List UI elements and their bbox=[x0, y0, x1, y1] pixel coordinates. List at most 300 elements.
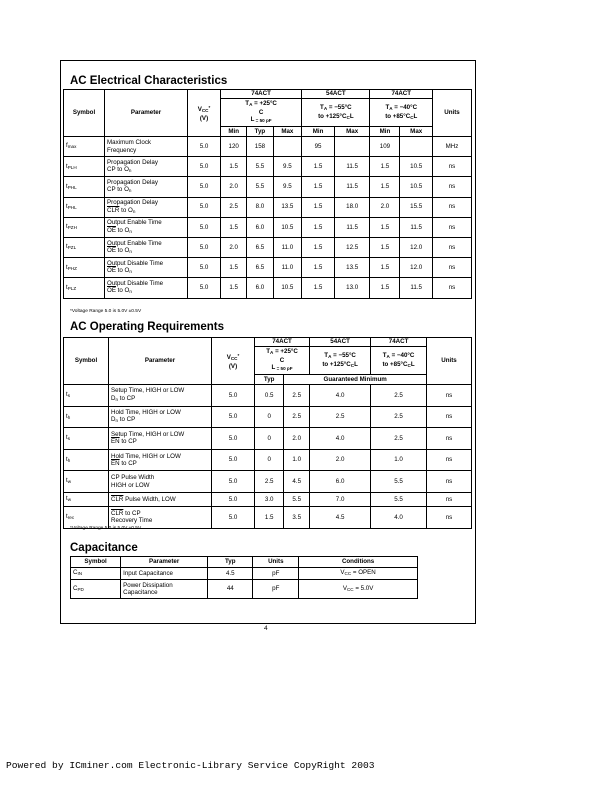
parameter-cell bbox=[109, 428, 212, 450]
cond-c: to +125°C bbox=[318, 112, 347, 120]
b-min-cell: 1.5 bbox=[302, 237, 335, 257]
vcc-cell: 5.0 bbox=[212, 492, 255, 506]
cond-t-sub: A bbox=[249, 102, 253, 108]
cond-header bbox=[370, 99, 433, 127]
symbol-sub: PLH bbox=[67, 164, 77, 170]
param-line1: Setup Time, HIGH or LOW bbox=[111, 431, 185, 439]
typ-cell: 0 bbox=[255, 449, 284, 471]
parameter-cell bbox=[105, 278, 188, 298]
cond-sub: CC bbox=[344, 571, 352, 577]
a-max-cell bbox=[273, 137, 302, 157]
table-row bbox=[64, 258, 472, 278]
param-line2-tail: to CP bbox=[118, 394, 136, 402]
symbol-header: Symbol bbox=[64, 338, 109, 385]
param-sub: n bbox=[128, 168, 132, 174]
cond-c-sub: C bbox=[346, 114, 350, 120]
a-cell: 3.5 bbox=[284, 506, 310, 528]
param-line2-tail: to CP bbox=[119, 460, 137, 468]
a-typ-cell: 6.0 bbox=[247, 278, 273, 298]
a-max-cell: 13.5 bbox=[273, 197, 302, 217]
symbol-sub: rec bbox=[67, 515, 75, 521]
symbol-header: Symbol bbox=[64, 90, 105, 137]
cond-range: C bbox=[279, 356, 285, 364]
a-cell: 1.0 bbox=[284, 449, 310, 471]
cond-c-sub: C bbox=[350, 362, 355, 368]
param-sub: n bbox=[115, 396, 119, 402]
b-min-cell: 1.5 bbox=[302, 157, 335, 177]
conditions-cell bbox=[299, 580, 418, 599]
symbol-sub: PLZ bbox=[67, 285, 77, 291]
cond-c-sub: C bbox=[410, 114, 414, 120]
b-cell: 2.5 bbox=[310, 406, 371, 428]
param-line1: Hold Time, HIGH or LOW bbox=[111, 452, 181, 460]
a-cell: 2.0 bbox=[284, 428, 310, 450]
param-line2-tail: to CP bbox=[119, 438, 137, 446]
param-line1: to CP bbox=[123, 509, 141, 517]
units-cell: ns bbox=[427, 406, 472, 428]
parameter-cell bbox=[109, 506, 212, 528]
typ-cell: 0.5 bbox=[255, 385, 284, 407]
symbol: t bbox=[66, 391, 68, 399]
symbol-sub: h bbox=[67, 414, 71, 420]
param-line2: to O bbox=[115, 287, 130, 295]
table-row bbox=[64, 157, 472, 177]
c-min-cell: 1.5 bbox=[370, 177, 400, 197]
a-typ-cell: 5.5 bbox=[247, 157, 273, 177]
symbol-sub: PHL bbox=[67, 204, 77, 210]
table-row bbox=[64, 217, 472, 237]
b-min-cell: 1.5 bbox=[302, 177, 335, 197]
b-max-cell: 18.0 bbox=[334, 197, 370, 217]
b-min-cell: 1.5 bbox=[302, 217, 335, 237]
conditions-header: Conditions bbox=[299, 557, 418, 568]
units-cell: ns bbox=[433, 197, 472, 217]
c-max-cell: 10.5 bbox=[400, 157, 433, 177]
cond-t-val: = +25°C bbox=[273, 348, 298, 356]
cond-t-sub: A bbox=[328, 354, 332, 360]
a-typ-cell: 6.0 bbox=[247, 217, 273, 237]
a-min-cell: 1.5 bbox=[221, 278, 247, 298]
param-sub: n bbox=[129, 269, 132, 275]
a-cell: 2.5 bbox=[284, 385, 310, 407]
symbol-cell bbox=[64, 471, 109, 493]
typ-cell: 4.5 bbox=[208, 568, 253, 580]
a-max-cell: 11.0 bbox=[273, 237, 302, 257]
a-min-cell: 2.0 bbox=[221, 177, 247, 197]
vcc-unit: (V) bbox=[199, 114, 209, 122]
param-sub: n bbox=[128, 188, 132, 194]
cond-c-val: L bbox=[354, 360, 358, 368]
vcc-cell: 5.0 bbox=[188, 137, 221, 157]
param-sub: n bbox=[129, 228, 132, 234]
symbol-cell bbox=[64, 137, 105, 157]
table-row bbox=[64, 137, 472, 157]
symbol-cell bbox=[64, 258, 105, 278]
vcc-cell: 5.0 bbox=[188, 278, 221, 298]
cond-t: T bbox=[266, 348, 271, 356]
cond-t-val: = −55°C bbox=[331, 352, 356, 360]
symbol: f bbox=[66, 142, 68, 150]
cond-c: L bbox=[250, 116, 255, 124]
guaranteed-minimum-header: Guaranteed Minimum bbox=[284, 375, 427, 385]
parameter-cell bbox=[109, 406, 212, 428]
param-line2: CP to O bbox=[107, 166, 129, 174]
param-line2-tail: to CP bbox=[118, 416, 136, 424]
cond-t-val: = −40°C bbox=[389, 352, 415, 360]
b-min-cell: 95 bbox=[302, 137, 335, 157]
units-cell: ns bbox=[433, 157, 472, 177]
param-line1: Output Disable Time bbox=[107, 280, 164, 287]
section-title-ac-requirements: AC Operating Requirements bbox=[70, 321, 224, 333]
units-cell: pF bbox=[253, 580, 299, 599]
min-header: Min bbox=[302, 127, 335, 137]
symbol-cell bbox=[71, 568, 121, 580]
cond-range: C bbox=[258, 108, 264, 116]
group-54act-header: 54ACT bbox=[310, 338, 371, 347]
b-min-cell: 1.5 bbox=[302, 197, 335, 217]
param-line1: Output Disable Time bbox=[107, 259, 164, 267]
a-max-cell: 10.5 bbox=[273, 217, 302, 237]
parameter-cell bbox=[105, 217, 188, 237]
b-max-cell: 13.5 bbox=[334, 258, 370, 278]
a-typ-cell: 5.5 bbox=[247, 177, 273, 197]
c-cell: 5.5 bbox=[371, 492, 427, 506]
symbol: t bbox=[66, 434, 68, 442]
param-line2-tail: HIGH or LOW bbox=[111, 481, 150, 489]
param-sub: n bbox=[132, 208, 136, 214]
table-row bbox=[64, 237, 472, 257]
param-line1: Output Enable Time bbox=[107, 239, 162, 247]
vcc-cell: 5.0 bbox=[188, 237, 221, 257]
a-max-cell: 9.5 bbox=[273, 157, 302, 177]
vcc-cell: 5.0 bbox=[188, 177, 221, 197]
table-row bbox=[64, 385, 472, 407]
group-74act-header: 74ACT bbox=[221, 90, 302, 99]
symbol-sub: PZL bbox=[67, 245, 77, 251]
group-74act-header: 74ACT bbox=[255, 338, 310, 347]
vcc-cell: 5.0 bbox=[212, 506, 255, 528]
a-cell: 5.5 bbox=[284, 492, 310, 506]
param-overbar: $\overline{EN}$ bbox=[111, 460, 120, 468]
units-cell: ns bbox=[433, 237, 472, 257]
max-header: Max bbox=[334, 127, 370, 137]
param-overbar: $\overline{OE}$ bbox=[107, 226, 116, 234]
group-54act-header: 54ACT bbox=[302, 90, 370, 99]
symbol-sub: IN bbox=[77, 571, 83, 577]
symbol-cell bbox=[64, 428, 109, 450]
cond-t-sub: A bbox=[270, 350, 274, 356]
typ-header: Typ bbox=[247, 127, 273, 137]
table-row bbox=[64, 492, 472, 506]
typ-cell: 44 bbox=[208, 580, 253, 599]
typ-header: Typ bbox=[208, 557, 253, 568]
a-min-cell: 2.0 bbox=[221, 237, 247, 257]
symbol-cell bbox=[64, 217, 105, 237]
symbol-cell bbox=[64, 278, 105, 298]
group-74act-header: 74ACT bbox=[371, 338, 427, 347]
conditions-cell bbox=[299, 568, 418, 580]
param-line1: Pulse Width, LOW bbox=[123, 495, 176, 503]
a-cell: 2.5 bbox=[284, 406, 310, 428]
parameter-cell bbox=[105, 237, 188, 257]
units-header: Units bbox=[427, 338, 472, 385]
cond-header bbox=[310, 347, 371, 375]
param-sub: n bbox=[115, 418, 119, 424]
b-cell: 4.0 bbox=[310, 385, 371, 407]
max-header: Max bbox=[400, 127, 433, 137]
ac-characteristics-table bbox=[63, 89, 472, 299]
cond-t: T bbox=[382, 352, 387, 360]
param-line2: to O bbox=[115, 267, 130, 275]
units-cell: ns bbox=[433, 177, 472, 197]
symbol-cell bbox=[64, 385, 109, 407]
min-header: Min bbox=[221, 127, 247, 137]
cond-t-val: = −40°C bbox=[392, 104, 418, 112]
cond-t-sub: A bbox=[389, 106, 393, 112]
c-max-cell: 15.5 bbox=[400, 197, 433, 217]
c-cell: 2.5 bbox=[371, 406, 427, 428]
vcc-cell: 5.0 bbox=[188, 258, 221, 278]
b-max-cell: 13.0 bbox=[334, 278, 370, 298]
b-max-cell: 11.5 bbox=[334, 157, 370, 177]
a-min-cell: 1.5 bbox=[221, 258, 247, 278]
symbol: C bbox=[73, 584, 78, 592]
cond-c: L bbox=[271, 364, 276, 372]
symbol: t bbox=[66, 477, 68, 485]
cond-t-sub: A bbox=[386, 354, 390, 360]
vcc-star: * bbox=[208, 105, 211, 111]
vcc-v: V bbox=[197, 106, 202, 114]
cond-rest: = OPEN bbox=[351, 569, 376, 577]
cond-header bbox=[255, 347, 310, 375]
units-header: Units bbox=[253, 557, 299, 568]
c-cell: 4.0 bbox=[371, 506, 427, 528]
vcc-header bbox=[188, 90, 221, 137]
symbol-sub: PD bbox=[77, 586, 84, 592]
cond-t-val: = +25°C bbox=[252, 100, 277, 108]
parameter-cell bbox=[109, 385, 212, 407]
table-row bbox=[64, 506, 472, 528]
group-74act-header: 74ACT bbox=[370, 90, 433, 99]
b-cell: 6.0 bbox=[310, 471, 371, 493]
c-min-cell: 2.0 bbox=[370, 197, 400, 217]
table-row bbox=[71, 580, 418, 599]
symbol: t bbox=[66, 162, 68, 170]
c-max-cell: 12.0 bbox=[400, 237, 433, 257]
cond-rest: = 5.0V bbox=[353, 584, 374, 592]
units-cell: ns bbox=[433, 217, 472, 237]
symbol: t bbox=[66, 513, 68, 521]
section-title-capacitance: Capacitance bbox=[70, 542, 138, 554]
symbol-cell bbox=[64, 177, 105, 197]
param-overbar: $\overline{CLR}$ bbox=[111, 509, 124, 517]
parameter-cell bbox=[121, 580, 208, 599]
units-cell: ns bbox=[427, 471, 472, 493]
symbol-sub: w bbox=[67, 479, 72, 485]
symbol-header: Symbol bbox=[71, 557, 121, 568]
symbol-sub: h bbox=[67, 457, 71, 463]
param-line2: D bbox=[111, 394, 116, 402]
a-min-cell: 1.5 bbox=[221, 217, 247, 237]
b-max-cell bbox=[334, 137, 370, 157]
param-line1: Power Dissipation bbox=[123, 581, 173, 589]
symbol-cell bbox=[64, 197, 105, 217]
a-max-cell: 9.5 bbox=[273, 177, 302, 197]
cond-c-val: L bbox=[410, 360, 415, 368]
cond-v: V bbox=[340, 569, 345, 577]
a-typ-cell: 6.5 bbox=[247, 258, 273, 278]
typ-cell: 2.5 bbox=[255, 471, 284, 493]
b-cell: 7.0 bbox=[310, 492, 371, 506]
parameter-cell bbox=[109, 492, 212, 506]
param-overbar: $\overline{OE}$ bbox=[107, 267, 116, 275]
param-line2: to O bbox=[115, 226, 130, 234]
c-min-cell: 1.5 bbox=[370, 237, 400, 257]
table-row bbox=[64, 428, 472, 450]
units-cell: MHz bbox=[433, 137, 472, 157]
cond-sub: CC bbox=[346, 586, 354, 592]
cond-c-sub: = 50 pF bbox=[254, 118, 272, 124]
table-row bbox=[64, 197, 472, 217]
a-typ-cell: 8.0 bbox=[247, 197, 273, 217]
param-sub: n bbox=[129, 249, 132, 255]
symbol-cell bbox=[64, 406, 109, 428]
b-cell: 4.0 bbox=[310, 428, 371, 450]
symbol-sub: s bbox=[67, 436, 71, 442]
vcc-cell: 5.0 bbox=[188, 157, 221, 177]
symbol: t bbox=[66, 283, 68, 291]
parameter-cell bbox=[105, 197, 188, 217]
vcc-sub: CC bbox=[230, 356, 238, 362]
typ-cell: 3.0 bbox=[255, 492, 284, 506]
symbol: t bbox=[66, 223, 68, 231]
symbol: C bbox=[73, 569, 78, 577]
param-line2-tail: Recovery Time bbox=[111, 517, 153, 525]
param-line1: CP Pulse Width bbox=[111, 474, 155, 482]
b-max-cell: 11.5 bbox=[334, 177, 370, 197]
symbol: t bbox=[66, 263, 68, 271]
vcc-cell: 5.0 bbox=[212, 471, 255, 493]
a-min-cell: 2.5 bbox=[221, 197, 247, 217]
symbol-sub: w bbox=[67, 497, 72, 503]
c-cell: 2.5 bbox=[371, 428, 427, 450]
param-line2: Frequency bbox=[107, 146, 137, 154]
max-header: Max bbox=[273, 127, 302, 137]
param-line1: Hold Time, HIGH or LOW bbox=[111, 408, 181, 416]
table-row bbox=[64, 177, 472, 197]
cond-t: T bbox=[320, 104, 324, 112]
symbol: t bbox=[66, 182, 68, 190]
table-row bbox=[64, 449, 472, 471]
symbol-cell bbox=[64, 492, 109, 506]
parameter-cell bbox=[109, 471, 212, 493]
min-header: Min bbox=[370, 127, 400, 137]
symbol: t bbox=[66, 202, 68, 210]
cond-c: to +85°C bbox=[382, 360, 408, 368]
capacitance-table bbox=[70, 556, 418, 599]
a-max-cell: 10.5 bbox=[273, 278, 302, 298]
units-cell: pF bbox=[253, 568, 299, 580]
param-line2: Capacitance bbox=[123, 589, 158, 596]
a-min-cell: 120 bbox=[221, 137, 247, 157]
symbol-sub: PHZ bbox=[67, 265, 77, 271]
param-line1: Output Enable Time bbox=[107, 219, 162, 227]
table-row bbox=[64, 471, 472, 493]
units-cell: ns bbox=[433, 258, 472, 278]
vcc-sub: CC bbox=[201, 108, 209, 114]
a-typ-cell: 158 bbox=[247, 137, 273, 157]
cond-t-val: = −55°C bbox=[327, 104, 352, 112]
b-min-cell: 1.5 bbox=[302, 278, 335, 298]
units-cell: ns bbox=[427, 428, 472, 450]
cond-c-sub: C bbox=[407, 362, 411, 368]
symbol: t bbox=[66, 455, 68, 463]
parameter-cell bbox=[105, 258, 188, 278]
cond-t: T bbox=[324, 352, 329, 360]
parameter-cell bbox=[109, 449, 212, 471]
symbol-sub: PZH bbox=[67, 225, 77, 231]
c-max-cell: 12.0 bbox=[400, 258, 433, 278]
param-line1: Maximum Clock bbox=[107, 139, 152, 147]
parameter-header: Parameter bbox=[121, 557, 208, 568]
ac-requirements-note: *Voltage Range 5.0 is 5.0V ±0.5V bbox=[70, 526, 142, 531]
param-line1: Propagation Delay bbox=[107, 199, 158, 207]
symbol-cell bbox=[64, 506, 109, 528]
c-max-cell: 11.5 bbox=[400, 217, 433, 237]
units-cell: ns bbox=[427, 385, 472, 407]
cond-t-sub: A bbox=[323, 106, 328, 112]
param-line2: D bbox=[111, 416, 116, 424]
cond-c-sub: = 50 pF bbox=[275, 366, 293, 372]
param-line1: Input Capacitance bbox=[123, 569, 174, 577]
b-max-cell: 11.5 bbox=[334, 217, 370, 237]
ac-requirements-table bbox=[63, 337, 472, 529]
param-overbar: $\overline{OE}$ bbox=[107, 287, 116, 295]
c-cell: 5.5 bbox=[371, 471, 427, 493]
cond-t: T bbox=[385, 104, 390, 112]
cond-t: T bbox=[245, 100, 250, 108]
vcc-cell: 5.0 bbox=[212, 385, 255, 407]
vcc-header bbox=[212, 338, 255, 385]
units-cell: ns bbox=[433, 278, 472, 298]
b-max-cell: 12.5 bbox=[334, 237, 370, 257]
vcc-v: V bbox=[226, 354, 231, 362]
vcc-cell: 5.0 bbox=[188, 217, 221, 237]
param-line2: CP to O bbox=[107, 186, 129, 194]
a-typ-cell: 6.5 bbox=[247, 237, 273, 257]
param-line2: to O bbox=[119, 206, 133, 214]
symbol-sub: max bbox=[67, 144, 77, 150]
typ-cell: 0 bbox=[255, 428, 284, 450]
vcc-cell: 5.0 bbox=[212, 428, 255, 450]
units-cell: ns bbox=[427, 492, 472, 506]
c-min-cell: 1.5 bbox=[370, 278, 400, 298]
parameter-cell bbox=[121, 568, 208, 580]
param-overbar: $\overline{CLR}$ bbox=[107, 206, 120, 214]
c-min-cell: 1.5 bbox=[370, 258, 400, 278]
cond-c-val: L bbox=[413, 112, 418, 120]
parameter-cell bbox=[105, 177, 188, 197]
parameter-header: Parameter bbox=[109, 338, 212, 385]
param-line1: Propagation Delay bbox=[107, 179, 158, 187]
cond-header bbox=[221, 99, 302, 127]
c-min-cell: 1.5 bbox=[370, 157, 400, 177]
ac-characteristics-note: *Voltage Range 5.0 is 5.0V ±0.5V bbox=[70, 309, 142, 314]
typ-header: Typ bbox=[255, 375, 284, 385]
table-row bbox=[64, 406, 472, 428]
vcc-unit: (V) bbox=[228, 362, 238, 370]
symbol-cell bbox=[71, 580, 121, 599]
